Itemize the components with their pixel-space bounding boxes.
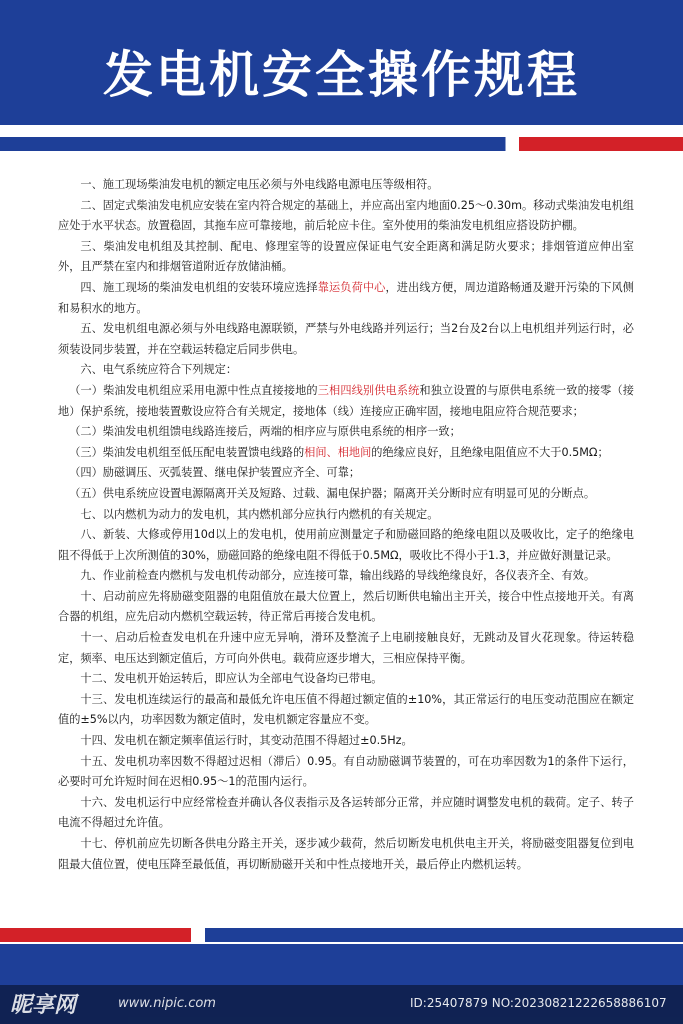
clause-4-text-c: ，进出线方便，周边道路畅通及避开污染的下风侧和易积水的地方。 (58, 280, 634, 315)
clause-3: 三、柴油发电机组及其控制、配电、修理室等的设置应保证电气安全距离和满足防火要求；排烟管道应伸出室外，且严禁在室内和排烟管道附近存放储油桶。 (58, 239, 634, 274)
clause-4-highlight: 靠运负荷中心 (317, 280, 386, 294)
clause-16: 十六、发电机运行中应经常检查并确认各仪表指示及各运转部分正常，并应随时调整发电机的载荷。定子、转子电流不得超过允许值。 (58, 795, 634, 830)
clause-6-1-highlight: 三相四线别供电系统 (317, 383, 420, 397)
clause-1: 一、施工现场柴油发电机的额定电压必须与外电线路电源电压等级相符。 (80, 178, 439, 191)
clause-6: 六、电气系统应符合下列规定： (80, 363, 238, 377)
watermark-id: ID:25407879 NO:20230821222658886107 (410, 996, 667, 1010)
clause-7: 七、以内燃机为动力的发电机，其内燃机部分应执行内燃机的有关规定。 (80, 507, 439, 521)
bottom-color-band (0, 928, 683, 942)
clause-6-item-1 (58, 381, 634, 422)
header-divider (0, 125, 683, 137)
watermark-logo: 昵享网 (10, 993, 77, 1018)
clause-6-item-4: （四）励磁调压、灭弧装置、继电保护装置应齐全、可靠； (69, 466, 361, 480)
clause-4 (58, 278, 634, 319)
clause-14: 十四、发电机在额定频率值运行时，其变动范围不得超过±0.5Hz。 (80, 734, 413, 748)
clause-6-3-text-a: （三）柴油发电机组至低压配电装置馈电线路的 (69, 445, 305, 459)
clause-17: 十七、停机前应先切断各供电分路主开关，逐步减少载荷，然后切断发电机供电主开关，将励磁变阻器复位到电阻最大值位置，使电压降至最低值，再切断励磁开关和中性点接地开关，最后停止内燃机运转。 (58, 837, 634, 871)
clause-8: 八、新装、大修或停用10d以上的发电机，使用前应测量定子和励磁回路的绝缘电阻以及吸收比，定子的绝缘电阻不得低于上次所测值的30%，励磁回路的绝缘电阻不得低于0.5MΩ，吸收比不得小于1.3，并应做好测量记录。 (58, 528, 634, 562)
clause-5: 五、发电机组电源必须与外电线路电源联锁，严禁与外电线路并列运行；当2台及2台以上电机组并列运行时，必须装设同步装置，并在空载运转稳定后同步供电。 (58, 322, 634, 356)
regulation-body (58, 175, 634, 875)
page-title: 发电机安全操作规程 (103, 46, 580, 104)
clause-6-3-text-c: 的绝缘应良好，且绝缘电阻值应不大于0.5MΩ； (371, 445, 609, 459)
clause-13: 十三、发电机连续运行的最高和最低允许电压值不得超过额定值的±10%，其正常运行的电压变动范围应在额定值的±5%以内，功率因数为额定值时，发电机额定容量应不变。 (58, 692, 634, 727)
clause-6-item-3 (58, 443, 634, 464)
watermark-url: www.nipic.com (118, 996, 216, 1011)
clause-2: 二、固定式柴油发电机应安装在室内符合规定的基础上，并应高出室内地面0.25～0.30m。移动式柴油发电机组应处于水平状态。放置稳固，其拖车应可靠接地，前后轮应卡住。室外使用的柴油发电机组应搭设防护棚。 (58, 198, 634, 233)
clause-6-1-text-c: 和独立设置的与原供电系统一致的接零（接地）保护系统，接地装置敷设应符合有关规定，接地体（线）连接应正确牢固，接地电阻应符合规范要求； (58, 383, 634, 418)
clause-6-1-text-a: （一）柴油发电机组应采用电源中性点直接接地的 (69, 383, 318, 397)
clause-12: 十二、发电机开始运转后，即应认为全部电气设备均已带电。 (80, 672, 383, 686)
clause-11: 十一、启动后检查发电机在升速中应无异响，滑环及整流子上电刷接触良好，无跳动及冒火花现象。待运转稳定，频率、电压达到额定值后，方可向外供电。载荷应逐步增大，三相应保持平衡。 (58, 631, 634, 665)
clause-10: 十、启动前应先将励磁变阻器的电阻值放在最大位置上，然后切断供电输出主开关，接合中性点接地开关。有离合器的机组，应先启动内燃机空载运转，待正常后再接合发电机。 (58, 589, 634, 624)
clause-4-text-a: 四、施工现场的柴油发电机组的安装环境应选择 (80, 280, 318, 294)
clause-6-item-5: （五）供电系统应设置电源隔离开关及短路、过载、漏电保护器；隔离开关分断时应有明显可见的分断点。 (69, 486, 596, 500)
clause-15: 十五、发电机功率因数不得超过迟相（滞后）0.95。有自动励磁调节装置的，可在功率因数为1的条件下运行，必要时可允许短时间在迟相0.95～1的范围内运行。 (58, 754, 634, 789)
top-color-band (0, 137, 683, 151)
clause-6-item-2: （二）柴油发电机组馈电线路连接后，两端的相序应与原供电系统的相序一致； (69, 425, 461, 439)
clause-6-3-highlight: 相间、相地间 (304, 445, 372, 459)
clause-9: 九、作业前检查内燃机与发电机传动部分，应连接可靠，输出线路的导线绝缘良好，各仪表齐全、有效。 (80, 569, 596, 583)
